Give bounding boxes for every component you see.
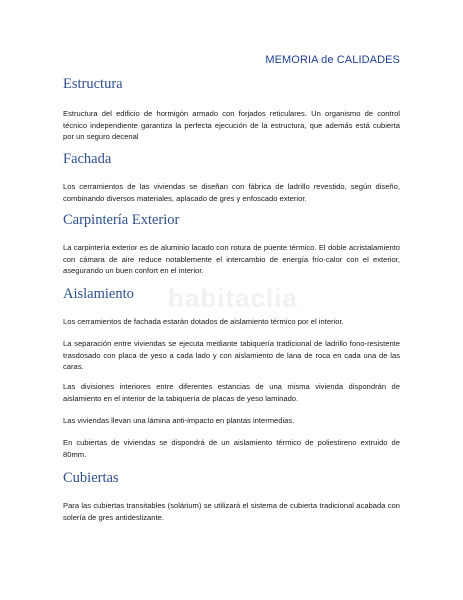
section-heading-fachada: Fachada: [63, 151, 112, 167]
paragraph-aislamiento-2: La separación entre viviendas se ejecuta mediante tabiquería tradicional de ladrillo fono-resistente trasdosado con placa de yeso a cada lado y con aislamiento de lana de roca en cada una de las caras.: [63, 339, 400, 371]
section-heading-aislamiento: Aislamiento: [63, 286, 134, 302]
paragraph-cubiertas: Para las cubiertas transitables (solárium) se utilizará el sistema de cubierta tradicional acabada con solería de gres antideslizante.: [63, 501, 400, 522]
paragraph-carpinteria: La carpintería exterior es de aluminio lacado con rotura de puente térmico. El doble acristalamiento con cámara de aire reduce notablemente el intercambio de energía frío-calor con el exterior, asegurando un buen confort en el interior.: [63, 243, 400, 275]
section-heading-carpinteria: Carpintería Exterior: [63, 212, 180, 228]
paragraph-aislamiento-1: Los cerramientos de fachada estarán dotados de aislamiento térmico por el interior.: [63, 317, 344, 326]
document-title: MEMORIA de CALIDADES: [265, 54, 400, 66]
section-heading-estructura: Estructura: [63, 76, 123, 92]
watermark: habitaclia: [168, 283, 298, 313]
paragraph-estructura: Estructura del edificio de hormigón armado con forjados reticulares. Un organismo de control técnico independiente garantiza la perfecta ejecución de la estructura, que además está cubierta por un seguro decenal: [63, 109, 400, 141]
paragraph-aislamiento-4: Las viviendas llevan una lámina anti-impacto en plantas intermedias.: [63, 416, 295, 425]
paragraph-aislamiento-5: En cubiertas de viviendas se dispondrá de un aislamiento térmico de poliestireno extruido de 80mm.: [63, 438, 400, 459]
paragraph-fachada: Los cerramientos de las viviendas se diseñan con fábrica de ladrillo revestido, según diseño, combinando diversos materiales, aplacado de gres y enfoscado exterior.: [63, 182, 400, 203]
paragraph-aislamiento-3: Las divisiones interiores entre diferentes estancias de una misma vivienda dispondrán de aislamiento en el interior de la tabiquería de placas de yeso laminado.: [63, 382, 400, 403]
section-heading-cubiertas: Cubiertas: [63, 470, 119, 486]
